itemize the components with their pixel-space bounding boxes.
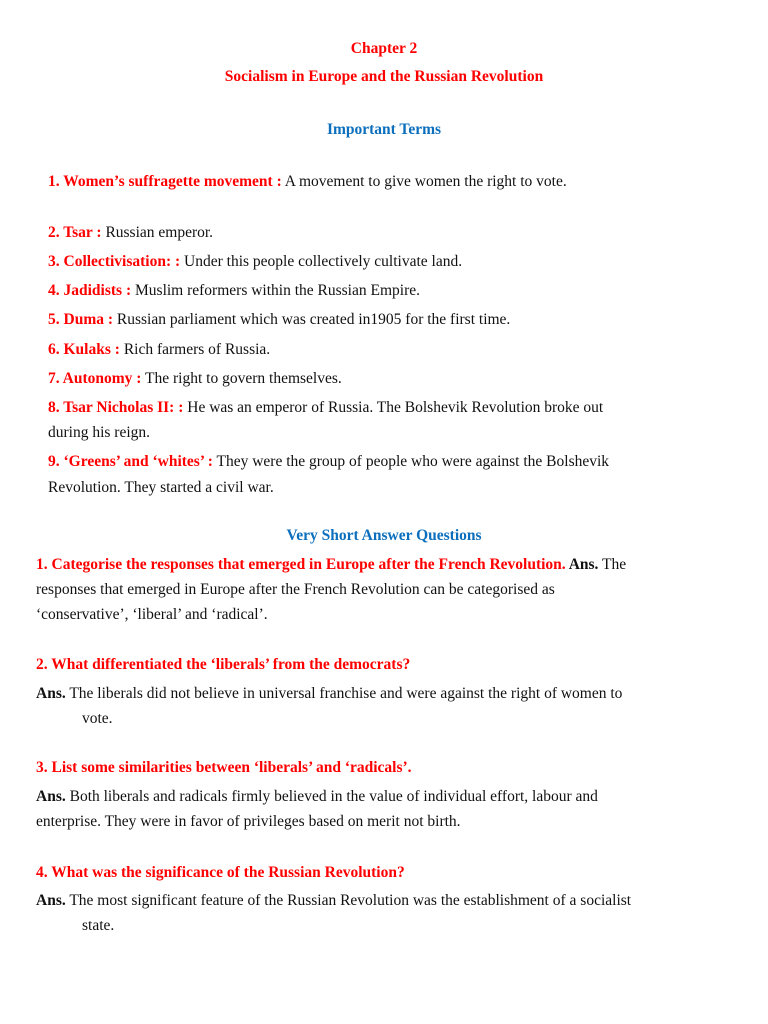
answer-text: The liberals did not believe in universal franchise and were against the right of women to	[65, 685, 623, 702]
chapter-title: Socialism in Europe and the Russian Revolution	[224, 68, 544, 85]
answer-text: vote.	[82, 710, 113, 727]
term-item	[48, 282, 420, 300]
answer-text: ‘conservative’, ‘liberal’ and ‘radical’.	[36, 606, 268, 623]
term-item	[48, 253, 462, 271]
question-1	[36, 556, 626, 574]
term-label: 3. Collectivisation: :	[48, 253, 181, 270]
term-item	[48, 370, 342, 388]
term-definition-continued: during his reign.	[48, 424, 151, 441]
answer-label: Ans.	[36, 892, 66, 909]
term-definition: A movement to give women the right to vote.	[281, 173, 567, 190]
term-label: 5. Duma :	[48, 311, 114, 328]
section-heading-vsaq: Very Short Answer Questions	[286, 527, 482, 544]
term-item	[48, 341, 270, 359]
term-label: 7. Autonomy :	[48, 370, 142, 387]
term-label: 1. Women’s suffragette movement :	[48, 173, 282, 190]
term-definition: Russian parliament which was created in1905 for the first time.	[113, 311, 511, 328]
term-label: 9. ‘Greens’ and ‘whites’ :	[48, 453, 213, 470]
question-text: 1. Categorise the responses that emerged in Europe after the French Revolution.	[36, 556, 566, 573]
term-item	[48, 453, 609, 471]
term-label: 4. Jadidists :	[48, 282, 132, 299]
answer-text: responses that emerged in Europe after the French Revolution can be categorised as	[36, 581, 555, 598]
answer-3	[36, 788, 598, 806]
term-label: 8. Tsar Nicholas II: :	[48, 399, 184, 416]
answer-text: The most significant feature of the Russian Revolution was the establishment of a socialist	[65, 892, 632, 909]
term-item	[48, 311, 510, 329]
term-definition: Rich farmers of Russia.	[119, 341, 271, 358]
question-4: 4. What was the significance of the Russian Revolution?	[36, 864, 405, 881]
term-definition: They were the group of people who were against the Bolshevik	[212, 453, 610, 470]
answer-2	[36, 685, 622, 703]
answer-label: Ans.	[36, 788, 66, 805]
term-item	[48, 399, 603, 417]
question-2: 2. What differentiated the ‘liberals’ from the democrats?	[36, 656, 411, 673]
term-item	[48, 224, 213, 242]
term-definition: Russian emperor.	[101, 224, 214, 241]
term-definition: The right to govern themselves.	[141, 370, 342, 387]
term-definition: He was an emperor of Russia. The Bolshevik Revolution broke out	[183, 399, 604, 416]
term-definition-continued: Revolution. They started a civil war.	[48, 479, 274, 496]
term-item	[48, 173, 567, 191]
term-definition: Under this people collectively cultivate land.	[180, 253, 463, 270]
answer-label: Ans.	[565, 556, 599, 573]
term-label: 2. Tsar :	[48, 224, 102, 241]
answer-text: Both liberals and radicals firmly believed in the value of individual effort, labour and	[65, 788, 598, 805]
chapter-number: Chapter 2	[350, 40, 418, 57]
answer-label: Ans.	[36, 685, 66, 702]
answer-4	[36, 892, 631, 910]
term-definition: Muslim reformers within the Russian Empire.	[131, 282, 420, 299]
question-3: 3. List some similarities between ‘liberals’ and ‘radicals’.	[36, 759, 412, 776]
answer-text: The	[598, 556, 627, 573]
answer-text: state.	[82, 917, 115, 934]
section-heading-terms: Important Terms	[326, 121, 442, 138]
term-label: 6. Kulaks :	[48, 341, 120, 358]
answer-text: enterprise. They were in favor of privileges based on merit not birth.	[36, 813, 461, 830]
